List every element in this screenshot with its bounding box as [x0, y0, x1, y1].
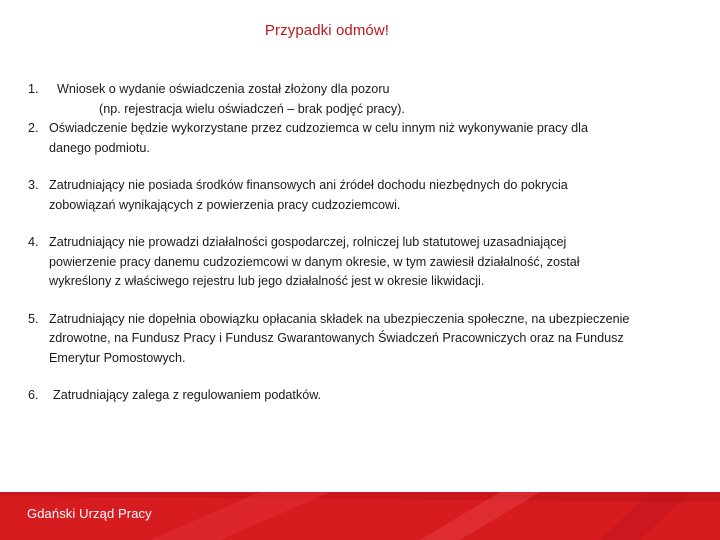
item-text-line: Zatrudniający zalega z regulowaniem podatków.: [53, 388, 322, 402]
item-number: 5.: [28, 311, 39, 326]
item-number: 1.: [28, 82, 39, 96]
list-item: [28, 233, 720, 292]
list-item: [28, 310, 720, 369]
item-text-line: Zatrudniający nie posiada środków finansowych ani źródeł dochodu niezbędnych do pokrycia: [49, 178, 568, 192]
item-text-line: danego podmiotu.: [49, 140, 150, 155]
item-text-line: Emerytur Pomostowych.: [49, 350, 186, 365]
spacer: [28, 158, 720, 176]
list-item: [28, 386, 720, 406]
footer-bar: [0, 492, 720, 540]
item-text-line: zobowiązań wynikających z powierzenia pracy cudzoziemcowi.: [49, 197, 401, 212]
gup-logo-text: Gdański Urząd Pracy: [27, 506, 152, 521]
item-text-line: Oświadczenie będzie wykorzystane przez cudzoziemca w celu innym niż wykonywanie pracy dla: [49, 121, 588, 135]
list-item: [28, 80, 720, 119]
spacer: [28, 215, 720, 233]
slide-title: Przypadki odmów!: [264, 22, 390, 39]
item-text-line: zdrowotne, na Fundusz Pracy i Fundusz Gwarantowanych Świadczeń Pracowniczych oraz na Fundusz: [49, 331, 624, 345]
item-text-line: Zatrudniający nie dopełnia obowiązku opłacania składek na ubezpieczenia społeczne, na ubezpieczenie: [49, 311, 630, 326]
item-text-line: powierzenie pracy danemu cudzoziemcowi w danym okresie, w tym zawiesił działalność, został: [49, 254, 580, 269]
list-item: [28, 176, 720, 215]
item-number: 2.: [28, 121, 39, 135]
item-number: 3.: [28, 178, 39, 192]
item-text-line: (np. rejestracja wielu oświadczeń – brak podjęć pracy).: [99, 101, 405, 116]
item-number: 6.: [28, 388, 39, 402]
item-text-line: wykreślony z właściwego rejestru lub jego działalność jest w okresie likwidacji.: [49, 274, 485, 288]
item-number: 4.: [28, 235, 39, 249]
item-text-line: Wniosek o wydanie oświadczenia został złożony dla pozoru: [57, 82, 390, 96]
refusal-list: [28, 80, 720, 406]
spacer: [28, 368, 720, 386]
spacer: [28, 292, 720, 310]
list-item: [28, 119, 720, 158]
item-text-line: Zatrudniający nie prowadzi działalności gospodarczej, rolniczej lub statutowej uzasadniającej: [49, 235, 567, 249]
